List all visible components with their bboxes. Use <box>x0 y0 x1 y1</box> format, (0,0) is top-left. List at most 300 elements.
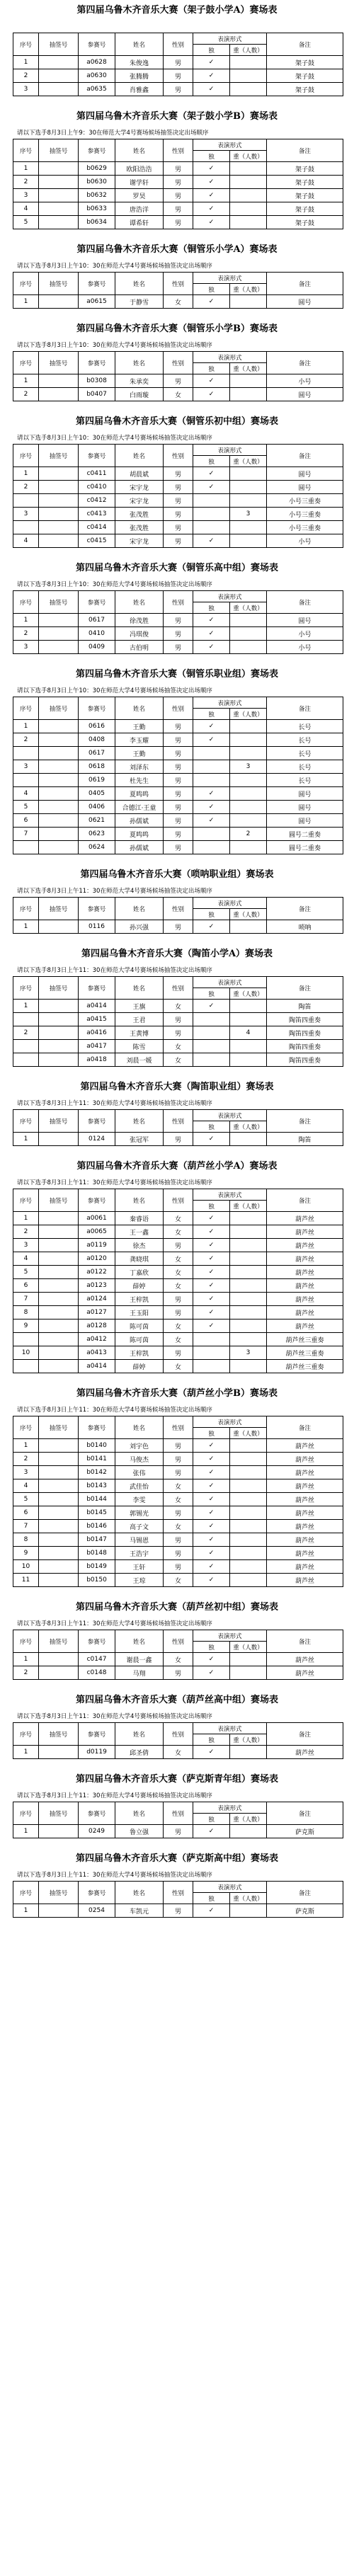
cell-name: 鲁立强 <box>115 1825 164 1838</box>
cell-solo: ✓ <box>193 176 230 189</box>
cell-gender: 男 <box>164 760 193 774</box>
cell-name: 孙儒斌 <box>115 841 164 854</box>
cell-notes: 圆号 <box>267 388 343 401</box>
cell-contestant: c0414 <box>79 521 115 534</box>
roster-table <box>13 1722 343 1759</box>
cell-notes: 长号 <box>267 747 343 760</box>
cell-contestant: a0124 <box>79 1293 115 1306</box>
cell-gender: 男 <box>164 176 193 189</box>
section-notice: 请以下选手8月3日上午11：30在师范大学4号赛场候场抽签决定出场顺序 <box>17 967 212 974</box>
col-header-no: 序号 <box>13 445 39 467</box>
cell-gender: 男 <box>164 627 193 641</box>
cell-ensemble: 3 <box>230 508 267 521</box>
cell-name: 朱俊逸 <box>115 56 164 69</box>
cell-notes: 葫芦丝 <box>267 1453 343 1466</box>
cell-contestant: a0122 <box>79 1266 115 1279</box>
cell-name: 徐茂胜 <box>115 614 164 627</box>
cell-name: 李玉耀 <box>115 733 164 747</box>
cell-name: 谭希轩 <box>115 216 164 229</box>
section-notice: 请以下选手8月3日上午10：30在师范大学4号赛场候场抽签决定出场顺序 <box>17 342 212 349</box>
cell-solo: ✓ <box>193 388 230 401</box>
col-header-notes: 备注 <box>267 352 343 374</box>
cell-no: 1 <box>13 295 39 309</box>
cell-solo <box>193 1053 230 1067</box>
col-header-contestant: 参赛号 <box>79 1882 115 1904</box>
cell-draw <box>39 374 79 388</box>
cell-ensemble <box>230 1266 267 1279</box>
section-title: 第四届乌鲁木齐音乐大赛（萨克斯高中组）赛场表 <box>75 1853 278 1864</box>
section-gap <box>0 654 354 664</box>
col-header-solo: 独 <box>193 1814 230 1825</box>
cell-notes: 葫芦丝 <box>267 1520 343 1533</box>
cell-no: 3 <box>13 189 39 202</box>
cell-notes: 葫芦丝 <box>267 1293 343 1306</box>
cell-notes: 葫芦丝 <box>267 1746 343 1759</box>
cell-name: 王轩 <box>115 1560 164 1574</box>
cell-no: 1 <box>13 56 39 69</box>
cell-name: 李雯 <box>115 1493 164 1506</box>
col-header-gender: 性别 <box>164 445 193 467</box>
cell-solo: ✓ <box>193 720 230 733</box>
cell-name: 郭锡光 <box>115 1506 164 1520</box>
cell-no <box>13 841 39 854</box>
cell-gender: 男 <box>164 69 193 83</box>
col-header-no: 序号 <box>13 273 39 295</box>
cell-draw <box>39 1212 79 1225</box>
section <box>0 864 354 944</box>
cell-notes: 小号 <box>267 641 343 654</box>
cell-draw <box>39 1466 79 1479</box>
cell-solo <box>193 760 230 774</box>
cell-draw <box>39 83 79 96</box>
section-notice: 请以下选手8月3日上午10：30在师范大学4号赛场候场抽签决定出场顺序 <box>17 263 212 270</box>
cell-gender: 男 <box>164 202 193 216</box>
col-header-name: 姓名 <box>115 1416 164 1439</box>
cell-name: 高子文 <box>115 1520 164 1533</box>
col-header-contestant: 参赛号 <box>79 898 115 920</box>
cell-ensemble <box>230 1306 267 1320</box>
cell-notes: 葫芦丝 <box>267 1493 343 1506</box>
roster-table <box>13 1881 343 1918</box>
cell-notes: 陶笛 <box>267 1133 343 1146</box>
cell-ensemble <box>230 1252 267 1266</box>
cell-draw <box>39 1225 79 1239</box>
cell-contestant: 0405 <box>79 787 115 801</box>
cell-solo <box>193 1040 230 1053</box>
cell-name: 张茂胜 <box>115 508 164 521</box>
cell-contestant: 0408 <box>79 733 115 747</box>
header-row <box>13 273 343 284</box>
col-header-no: 序号 <box>13 1882 39 1904</box>
header-row <box>13 898 343 909</box>
table-row <box>13 1333 343 1346</box>
cell-notes: 萨克斯 <box>267 1825 343 1838</box>
table-row <box>13 467 343 481</box>
cell-contestant: c0415 <box>79 534 115 548</box>
col-header-form: 表演形式 <box>193 1882 267 1893</box>
cell-gender: 男 <box>164 521 193 534</box>
section-gap <box>0 401 354 411</box>
cell-contestant: c0412 <box>79 494 115 508</box>
col-header-ensemble: 重（人数） <box>230 1642 267 1653</box>
cell-gender: 男 <box>164 1013 193 1026</box>
cell-gender: 男 <box>164 467 193 481</box>
header-row <box>13 352 343 363</box>
col-header-form: 表演形式 <box>193 1110 267 1121</box>
table-row <box>13 1520 343 1533</box>
cell-contestant: a0120 <box>79 1252 115 1266</box>
col-header-draw: 抽签号 <box>39 977 79 1000</box>
section <box>0 1383 354 1597</box>
cell-ensemble <box>230 814 267 828</box>
cell-contestant: a0615 <box>79 295 115 309</box>
cell-ensemble: 2 <box>230 828 267 841</box>
section-gap <box>0 229 354 239</box>
cell-no: 2 <box>13 388 39 401</box>
col-header-name: 姓名 <box>115 352 164 374</box>
cell-solo: ✓ <box>193 1266 230 1279</box>
cell-draw <box>39 828 79 841</box>
cell-gender: 女 <box>164 1479 193 1493</box>
cell-draw <box>39 388 79 401</box>
cell-name: 肖雅鑫 <box>115 83 164 96</box>
cell-notes: 葫芦丝 <box>267 1533 343 1547</box>
cell-notes: 葫芦丝三重奏 <box>267 1333 343 1346</box>
cell-gender: 男 <box>164 508 193 521</box>
cell-draw <box>39 467 79 481</box>
cell-notes: 葫芦丝 <box>267 1320 343 1333</box>
col-header-gender: 性别 <box>164 591 193 614</box>
cell-notes: 圆号 <box>267 814 343 828</box>
cell-no: 7 <box>13 828 39 841</box>
cell-contestant: 0621 <box>79 814 115 828</box>
cell-no <box>13 774 39 787</box>
cell-gender: 女 <box>164 1653 193 1666</box>
table-row <box>13 1320 343 1333</box>
cell-solo: ✓ <box>193 1904 230 1918</box>
header-row <box>13 697 343 709</box>
cell-contestant: a0417 <box>79 1040 115 1053</box>
col-header-solo: 独 <box>193 1734 230 1746</box>
cell-draw <box>39 1239 79 1252</box>
cell-solo: ✓ <box>193 1506 230 1520</box>
cell-ensemble <box>230 720 267 733</box>
cell-no: 6 <box>13 1279 39 1293</box>
cell-no: 2 <box>13 733 39 747</box>
cell-draw <box>39 1453 79 1466</box>
cell-contestant: 0616 <box>79 720 115 733</box>
cell-no: 10 <box>13 1560 39 1574</box>
cell-ensemble <box>230 1000 267 1013</box>
col-header-name: 姓名 <box>115 273 164 295</box>
section-gap <box>0 1067 354 1077</box>
col-header-gender: 性别 <box>164 273 193 295</box>
col-header-no: 序号 <box>13 977 39 1000</box>
table-row <box>13 787 343 801</box>
section-title: 第四届乌鲁木齐音乐大赛（铜管乐高中组）赛场表 <box>75 563 278 573</box>
cell-gender: 女 <box>164 1212 193 1225</box>
cell-contestant: 0409 <box>79 641 115 654</box>
cell-contestant: 0406 <box>79 801 115 814</box>
cell-contestant: c0410 <box>79 481 115 494</box>
cell-ensemble <box>230 1825 267 1838</box>
col-header-contestant: 参赛号 <box>79 445 115 467</box>
cell-gender: 男 <box>164 814 193 828</box>
table-row <box>13 774 343 787</box>
cell-ensemble <box>230 1293 267 1306</box>
cell-contestant: a0630 <box>79 69 115 83</box>
cell-gender: 男 <box>164 1904 193 1918</box>
col-header-draw: 抽签号 <box>39 352 79 374</box>
cell-no: 3 <box>13 1239 39 1252</box>
cell-ensemble <box>230 295 267 309</box>
section-title: 第四届乌鲁木齐音乐大赛（铜管乐小学B）赛场表 <box>76 324 278 334</box>
cell-draw <box>39 508 79 521</box>
cell-ensemble <box>230 1547 267 1560</box>
col-header-draw: 抽签号 <box>39 139 79 162</box>
cell-name: 王梓凯 <box>115 1346 164 1360</box>
cell-solo <box>193 521 230 534</box>
col-header-gender: 性别 <box>164 352 193 374</box>
cell-contestant: b0407 <box>79 388 115 401</box>
col-header-draw: 抽签号 <box>39 1416 79 1439</box>
col-header-solo: 独 <box>193 1893 230 1904</box>
table-row <box>13 1225 343 1239</box>
col-header-draw: 抽签号 <box>39 1110 79 1133</box>
cell-notes: 葫芦丝 <box>267 1306 343 1320</box>
cell-solo <box>193 747 230 760</box>
cell-contestant: a0061 <box>79 1212 115 1225</box>
cell-solo: ✓ <box>193 1825 230 1838</box>
col-header-name: 姓名 <box>115 1630 164 1653</box>
cell-draw <box>39 720 79 733</box>
cell-draw <box>39 521 79 534</box>
col-header-name: 姓名 <box>115 1802 164 1825</box>
col-header-ensemble: 重（人数） <box>230 1734 267 1746</box>
cell-draw <box>39 627 79 641</box>
table-row <box>13 388 343 401</box>
cell-draw <box>39 1506 79 1520</box>
col-header-solo: 独 <box>193 709 230 720</box>
cell-draw <box>39 1279 79 1293</box>
cell-no: 6 <box>13 814 39 828</box>
col-header-name: 姓名 <box>115 591 164 614</box>
cell-notes: 葫芦丝 <box>267 1479 343 1493</box>
cell-solo: ✓ <box>193 202 230 216</box>
cell-contestant: 0116 <box>79 920 115 934</box>
col-header-solo: 独 <box>193 988 230 1000</box>
table-row <box>13 1252 343 1266</box>
cell-draw <box>39 774 79 787</box>
col-header-gender: 性别 <box>164 1723 193 1746</box>
cell-contestant: a0418 <box>79 1053 115 1067</box>
cell-ensemble <box>230 1520 267 1533</box>
col-header-contestant: 参赛号 <box>79 1416 115 1439</box>
cell-solo: ✓ <box>193 56 230 69</box>
cell-no: 8 <box>13 1306 39 1320</box>
cell-contestant: a0128 <box>79 1320 115 1333</box>
cell-name: 王梓凯 <box>115 1293 164 1306</box>
cell-ensemble <box>230 1013 267 1026</box>
cell-no: 1 <box>13 614 39 627</box>
col-header-contestant: 参赛号 <box>79 1189 115 1212</box>
section <box>0 1769 354 1848</box>
col-header-contestant: 参赛号 <box>79 697 115 720</box>
cell-contestant: b0140 <box>79 1439 115 1453</box>
cell-name: 薛婷 <box>115 1279 164 1293</box>
cell-ensemble <box>230 1653 267 1666</box>
cell-ensemble <box>230 481 267 494</box>
col-header-notes: 备注 <box>267 273 343 295</box>
cell-no <box>13 1053 39 1067</box>
cell-notes: 葫芦丝 <box>267 1266 343 1279</box>
cell-draw <box>39 1013 79 1026</box>
section-title: 第四届乌鲁木齐音乐大赛（萨克斯青年组）赛场表 <box>75 1774 278 1785</box>
cell-notes: 长号 <box>267 733 343 747</box>
cell-name: 夏鸣鸣 <box>115 787 164 801</box>
cell-notes: 小号三重奏 <box>267 508 343 521</box>
col-header-form: 表演形式 <box>193 898 267 909</box>
table-row <box>13 1212 343 1225</box>
cell-notes: 架子鼓 <box>267 189 343 202</box>
cell-gender: 男 <box>164 747 193 760</box>
cell-name: 马锡恩 <box>115 1533 164 1547</box>
cell-solo: ✓ <box>193 467 230 481</box>
col-header-notes: 备注 <box>267 977 343 1000</box>
section <box>0 411 354 558</box>
cell-ensemble: 3 <box>230 1346 267 1360</box>
table-row <box>13 534 343 548</box>
cell-draw <box>39 1252 79 1266</box>
col-header-ensemble: 重（人数） <box>230 709 267 720</box>
cell-no: 3 <box>13 508 39 521</box>
cell-ensemble <box>230 801 267 814</box>
cell-contestant: b0147 <box>79 1533 115 1547</box>
cell-gender: 男 <box>164 641 193 654</box>
roster-table <box>13 272 343 309</box>
cell-name: 冯琪俊 <box>115 627 164 641</box>
cell-no: 2 <box>13 69 39 83</box>
cell-name: 张腾腾 <box>115 69 164 83</box>
col-header-form: 表演形式 <box>193 1189 267 1201</box>
col-header-name: 姓名 <box>115 33 164 56</box>
cell-gender: 女 <box>164 1279 193 1293</box>
col-header-form: 表演形式 <box>193 977 267 988</box>
col-header-solo: 独 <box>193 456 230 467</box>
table-row <box>13 814 343 828</box>
section-notice: 请以下选手8月3日上午9：30在师范大学4号赛场候场抽签决定出场顺序 <box>17 130 209 137</box>
section-title: 第四届乌鲁木齐音乐大赛（葫芦丝高中组）赛场表 <box>75 1695 278 1705</box>
cell-notes: 圆号二重奏 <box>267 841 343 854</box>
cell-contestant: b0143 <box>79 1479 115 1493</box>
col-header-name: 姓名 <box>115 697 164 720</box>
table-row <box>13 1547 343 1560</box>
cell-gender: 男 <box>164 374 193 388</box>
cell-contestant: 0254 <box>79 1904 115 1918</box>
col-header-no: 序号 <box>13 898 39 920</box>
cell-name: 合德江·王童 <box>115 801 164 814</box>
section-title: 第四届乌鲁木齐音乐大赛（陶笛小学A）赛场表 <box>81 949 273 959</box>
cell-name: 陈可茵 <box>115 1333 164 1346</box>
table-row <box>13 1279 343 1293</box>
col-header-notes: 备注 <box>267 1630 343 1653</box>
section-gap <box>0 96 354 106</box>
cell-draw <box>39 1520 79 1533</box>
cell-draw <box>39 1040 79 1053</box>
cell-solo: ✓ <box>193 814 230 828</box>
col-header-gender: 性别 <box>164 977 193 1000</box>
cell-draw <box>39 1000 79 1013</box>
col-header-name: 姓名 <box>115 445 164 467</box>
cell-name: 宋宇龙 <box>115 481 164 494</box>
section-gap <box>0 1918 354 1928</box>
cell-no: 2 <box>13 627 39 641</box>
table-row <box>13 521 343 534</box>
section-gap <box>0 1680 354 1690</box>
cell-ensemble <box>230 787 267 801</box>
cell-gender: 男 <box>164 1547 193 1560</box>
roster-table <box>13 1189 343 1373</box>
table-row <box>13 1133 343 1146</box>
cell-gender: 男 <box>164 614 193 627</box>
cell-solo: ✓ <box>193 641 230 654</box>
section-gap <box>0 1373 354 1383</box>
cell-notes: 葫芦丝 <box>267 1506 343 1520</box>
col-header-contestant: 参赛号 <box>79 591 115 614</box>
col-header-no: 序号 <box>13 1630 39 1653</box>
col-header-no: 序号 <box>13 591 39 614</box>
cell-no: 1 <box>13 1133 39 1146</box>
cell-name: 欧阳浩浩 <box>115 162 164 176</box>
cell-notes: 葫芦丝三重奏 <box>267 1346 343 1360</box>
cell-draw <box>39 1653 79 1666</box>
col-header-ensemble: 重（人数） <box>230 1121 267 1133</box>
table-row <box>13 641 343 654</box>
roster-table <box>13 139 343 229</box>
col-header-ensemble: 重（人数） <box>230 1814 267 1825</box>
cell-solo: ✓ <box>193 534 230 548</box>
cell-draw <box>39 1746 79 1759</box>
col-header-no: 序号 <box>13 1189 39 1212</box>
section <box>0 1077 354 1156</box>
cell-notes: 圆号 <box>267 801 343 814</box>
cell-solo: ✓ <box>193 1320 230 1333</box>
table-row <box>13 760 343 774</box>
section-notice: 请以下选手8月3日上午11：30在师范大学4号赛场候场抽签决定出场顺序 <box>17 1407 212 1414</box>
table-row <box>13 1479 343 1493</box>
cell-contestant: a0414 <box>79 1000 115 1013</box>
header-row <box>13 445 343 456</box>
cell-contestant: a0415 <box>79 1013 115 1026</box>
cell-solo <box>193 494 230 508</box>
cell-contestant: b0150 <box>79 1574 115 1587</box>
section-title: 第四届乌鲁木齐音乐大赛（架子鼓小学A）赛场表 <box>76 5 278 16</box>
col-header-draw: 抽签号 <box>39 1630 79 1653</box>
col-header-no: 序号 <box>13 1802 39 1825</box>
cell-no: 2 <box>13 1453 39 1466</box>
header-row <box>13 977 343 988</box>
col-header-no: 序号 <box>13 352 39 374</box>
cell-notes: 葫芦丝 <box>267 1225 343 1239</box>
cell-notes: 架子鼓 <box>267 216 343 229</box>
cell-draw <box>39 1053 79 1067</box>
cell-notes: 架子鼓 <box>267 202 343 216</box>
col-header-ensemble: 重（人数） <box>230 1893 267 1904</box>
cell-solo: ✓ <box>193 1000 230 1013</box>
cell-solo: ✓ <box>193 1533 230 1547</box>
cell-solo: ✓ <box>193 1520 230 1533</box>
cell-ensemble <box>230 1574 267 1587</box>
